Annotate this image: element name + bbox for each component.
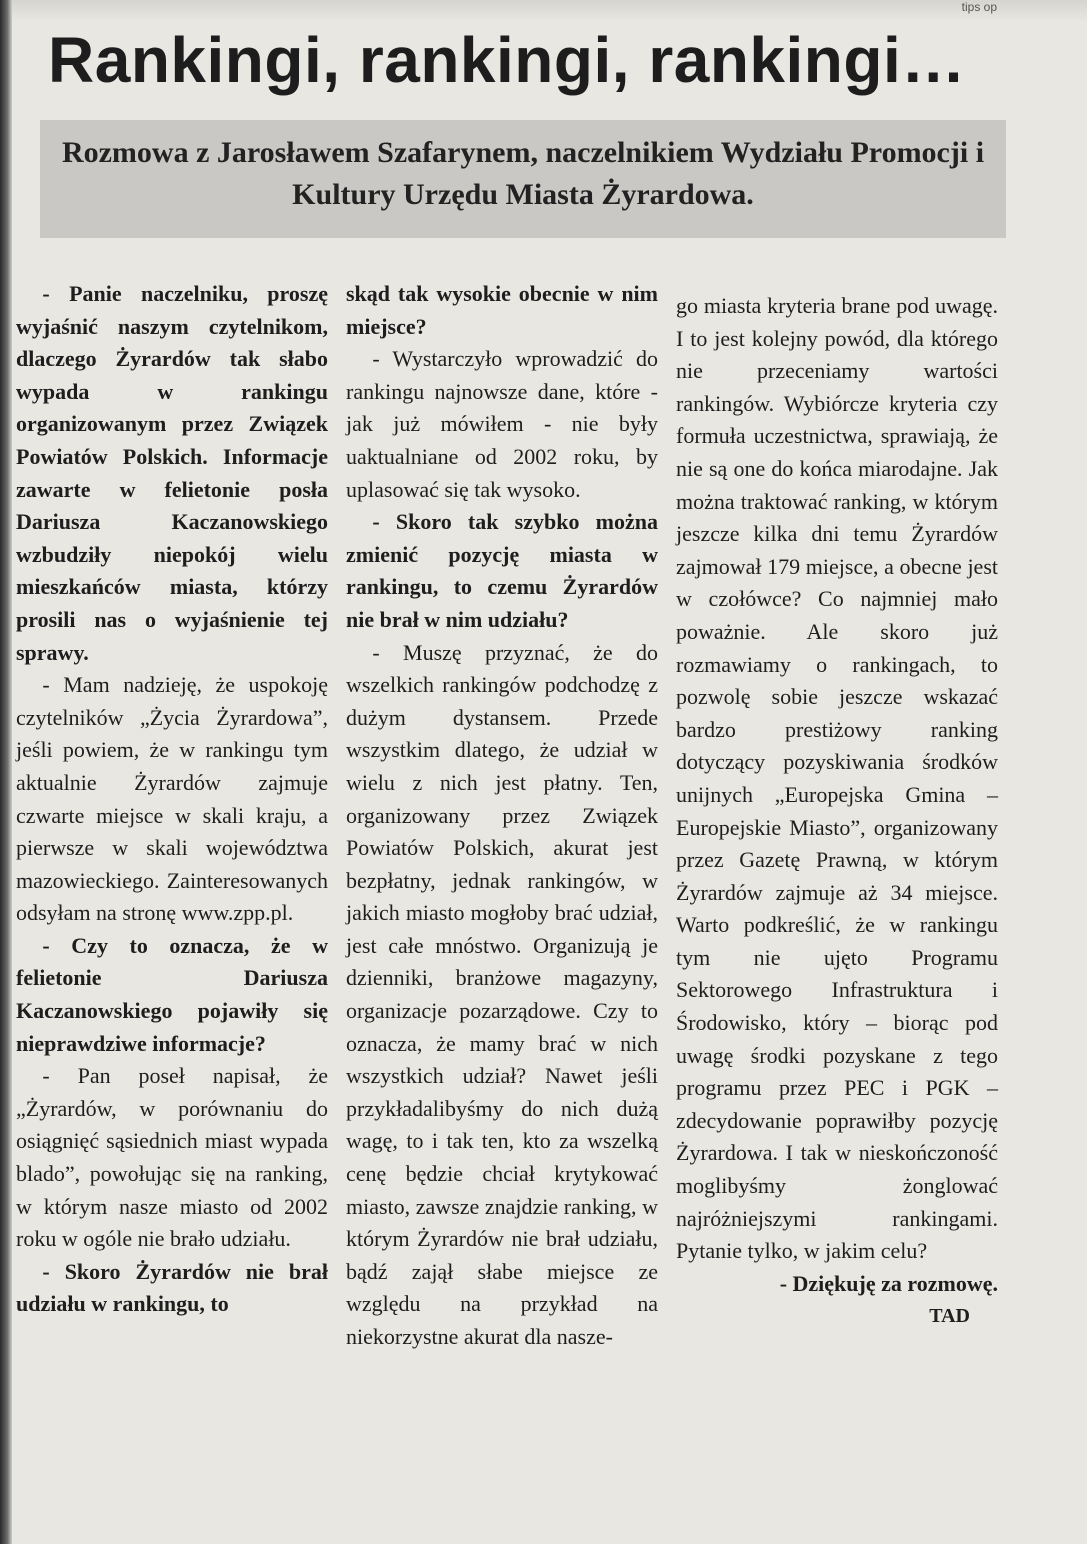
column-3 [676, 290, 998, 1333]
answer-paragraph: - Mam nadzieję, że uspokoję czytelników „Życia Żyrardowa”, jeśli powiem, że w rankingu tym aktualnie Żyrardów zajmuje czwarte miejsce w skali kraju, a pierwsze w skali województwa mazowieckiego. Zainteresowanych odsyłam na stronę www.zpp.pl. [16, 672, 328, 926]
question-paragraph: - Skoro Żyrardów nie brał udziału w rankingu, to [16, 1258, 328, 1317]
question-paragraph: - Skoro tak szybko można zmienić pozycję miasta w rankingu, to czemu Żyrardów nie brał w nim udziału? [346, 509, 658, 632]
page-binding-edge [0, 0, 12, 1544]
answer-paragraph: - Muszę przyznać, że do wszelkich rankingów podchodzę z dużym dystansem. Przede wszystkim dlatego, że udział w wielu z nich jest płatny. Ten, organizowany przez Związek Powiatów Polskich, akurat jest bezpłatny, jednak rankingów, w jakich miasto mogłoby brać udział, jest całe mnóstwo. Organizują je dzienniki, branżowe magazyny, organizacje pozarządowe. Czy to oznacza, że mamy brać w nich wszystkich udział? Nawet jeśli przykładalibyśmy do nich dużą wagę, to i tak ten, kto za wszelką cenę będzie chciał krytykować miasto, zawsze znajdzie ranking, w którym Żyrardów nie brał udziału, bądź zajął słabe miejsce ze względu na przykład na niekorzystne akurat dla nasze- [346, 639, 658, 1349]
closing-thanks: - Dziękuję za rozmowę. [779, 1270, 998, 1296]
column-1 [16, 278, 328, 1321]
column-2 [346, 278, 658, 1354]
question-continuation: skąd tak wysokie obecnie w nim miejsce? [346, 281, 658, 339]
top-cut-fragment: tips op [961, 0, 997, 14]
author-signature: TAD [929, 1305, 970, 1328]
top-cut-strip [12, 0, 1087, 22]
question-paragraph: - Panie naczelniku, proszę wyjaśnić naszym czytelnikom, dlaczego Żyrardów tak słabo wypada w rankingu organizowanym przez Związek Powiatów Polskich. Informacje zawarte w felietonie posła Dariusza Kaczanowskiego wzbudziły niepokój wielu mieszkańców miasta, którzy prosili nas o wyjaśnienie tej sprawy. [16, 281, 328, 665]
question-paragraph: - Czy to oznacza, że w felietonie Dariusza Kaczanowskiego pojawiły się nieprawdziwe informacje? [16, 932, 328, 1056]
answer-continuation: go miasta kryteria brane pod uwagę. I to jest kolejny powód, dla którego nie przeceniamy wartości rankingów. Wybiórcze kryteria czy formuła uczestnictwa, sprawiają, że nie są one do końca miarodajne. Jak można traktować ranking, w którym jeszcze kilka dni temu Żyrardów zajmował 179 miejsce, a obecne jest w czołówce? Co najmniej mało poważnie. Ale skoro już rozmawiamy o rankingach, to pozwolę sobie jeszcze wskazać bardzo prestiżowy ranking dotyczący pozyskiwania środków unijnych „Europejska Gmina – Europejskie Miasto”, organizowany przez Gazetę Prawną, w którym Żyrardów zajmuje aż 34 miejsce. Warto podkreślić, że w rankingu tym nie ujęto Programu Sektorowego Infrastruktura i Środowisko, który – biorąc pod uwagę środki pozyskane z tego programu przez PEC i PGK – zdecydowanie poprawiłby pozycję Żyrardowa. I tak w nieskończoność moglibyśmy żonglować najróżniejszymi rankingami. Pytanie tylko, w jakim celu? [676, 293, 998, 1264]
article-lead: Rozmowa z Jarosławem Szafarynem, naczelnikiem Wydziału Promocji i Kultury Urzędu Miasta Żyrardowa. [40, 120, 1006, 238]
answer-paragraph: - Pan poseł napisał, że „Żyrardów, w porównaniu do osiągnięć sąsiednich miast wypada blado”, powołując się na ranking, w którym nasze miasto od 2002 roku w ogóle nie brało udziału. [16, 1063, 328, 1252]
answer-paragraph: - Wystarczyło wprowadzić do rankingu najnowsze dane, które - jak już mówiłem - nie były uaktualniane od 2002 roku, by uplasować się tak wysoko. [346, 346, 658, 502]
article-headline: Rankingi, rankingi, rankingi… [48, 24, 966, 96]
